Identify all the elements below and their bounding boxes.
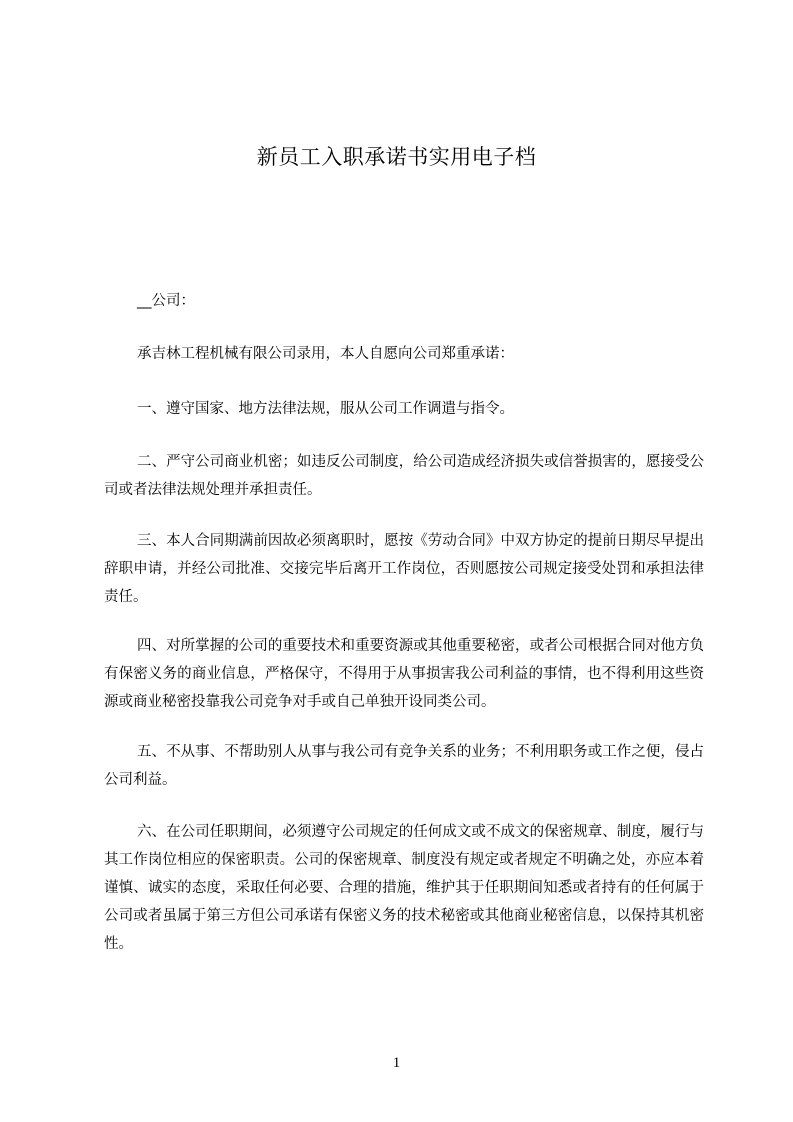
salutation: __公司： xyxy=(137,293,195,309)
clause-4: 四、对所掌握的公司的重要技术和重要资源或其他重要秘密，或者公司根据合同对他方负有保密义务的商业信息，严格保守，不得用于从事损害我公司利益的事情，也不得利用这些资源或商业秘密投靠我公司竞争对手或自己单独开设同类公司。 xyxy=(104,638,704,710)
document-title: 新员工入职承诺书实用电子档 xyxy=(256,145,537,169)
clause-5: 五、不从事、不帮助别人从事与我公司有竞争关系的业务；不利用职务或工作之便，侵占公司利益。 xyxy=(104,744,704,788)
page-number: 1 xyxy=(392,1055,401,1071)
clause-1: 一、遵守国家、地方法律法规，服从公司工作调遣与指令。 xyxy=(137,401,514,417)
clause-3: 三、本人合同期满前因故必须离职时，愿按《劳动合同》中双方协定的提前日期尽早提出辞职申请，并经公司批准、交接完毕后离开工作岗位，否则愿按公司规定接受处罚和承担法律责任。 xyxy=(104,533,704,605)
clause-6: 六、在公司任职期间，必须遵守公司规定的任何成文或不成文的保密规章、制度，履行与其工作岗位相应的保密职责。公司的保密规章、制度没有规定或者规定不明确之处，亦应本着谨慎、诚实的态度，采取任何必要、合理的措施，维护其于任职期间知悉或者持有的任何属于公司或者虽属于第三方但公司承诺有保密义务的技术秘密或其他商业秘密信息，以保持其机密性。 xyxy=(104,824,704,952)
intro-paragraph: 承吉林工程机械有限公司录用，本人自愿向公司郑重承诺： xyxy=(137,346,514,362)
clause-2: 二、严守公司商业机密；如违反公司制度，给公司造成经济损失或信誉损害的，愿接受公司或者法律法规处理并承担责任。 xyxy=(104,454,704,498)
